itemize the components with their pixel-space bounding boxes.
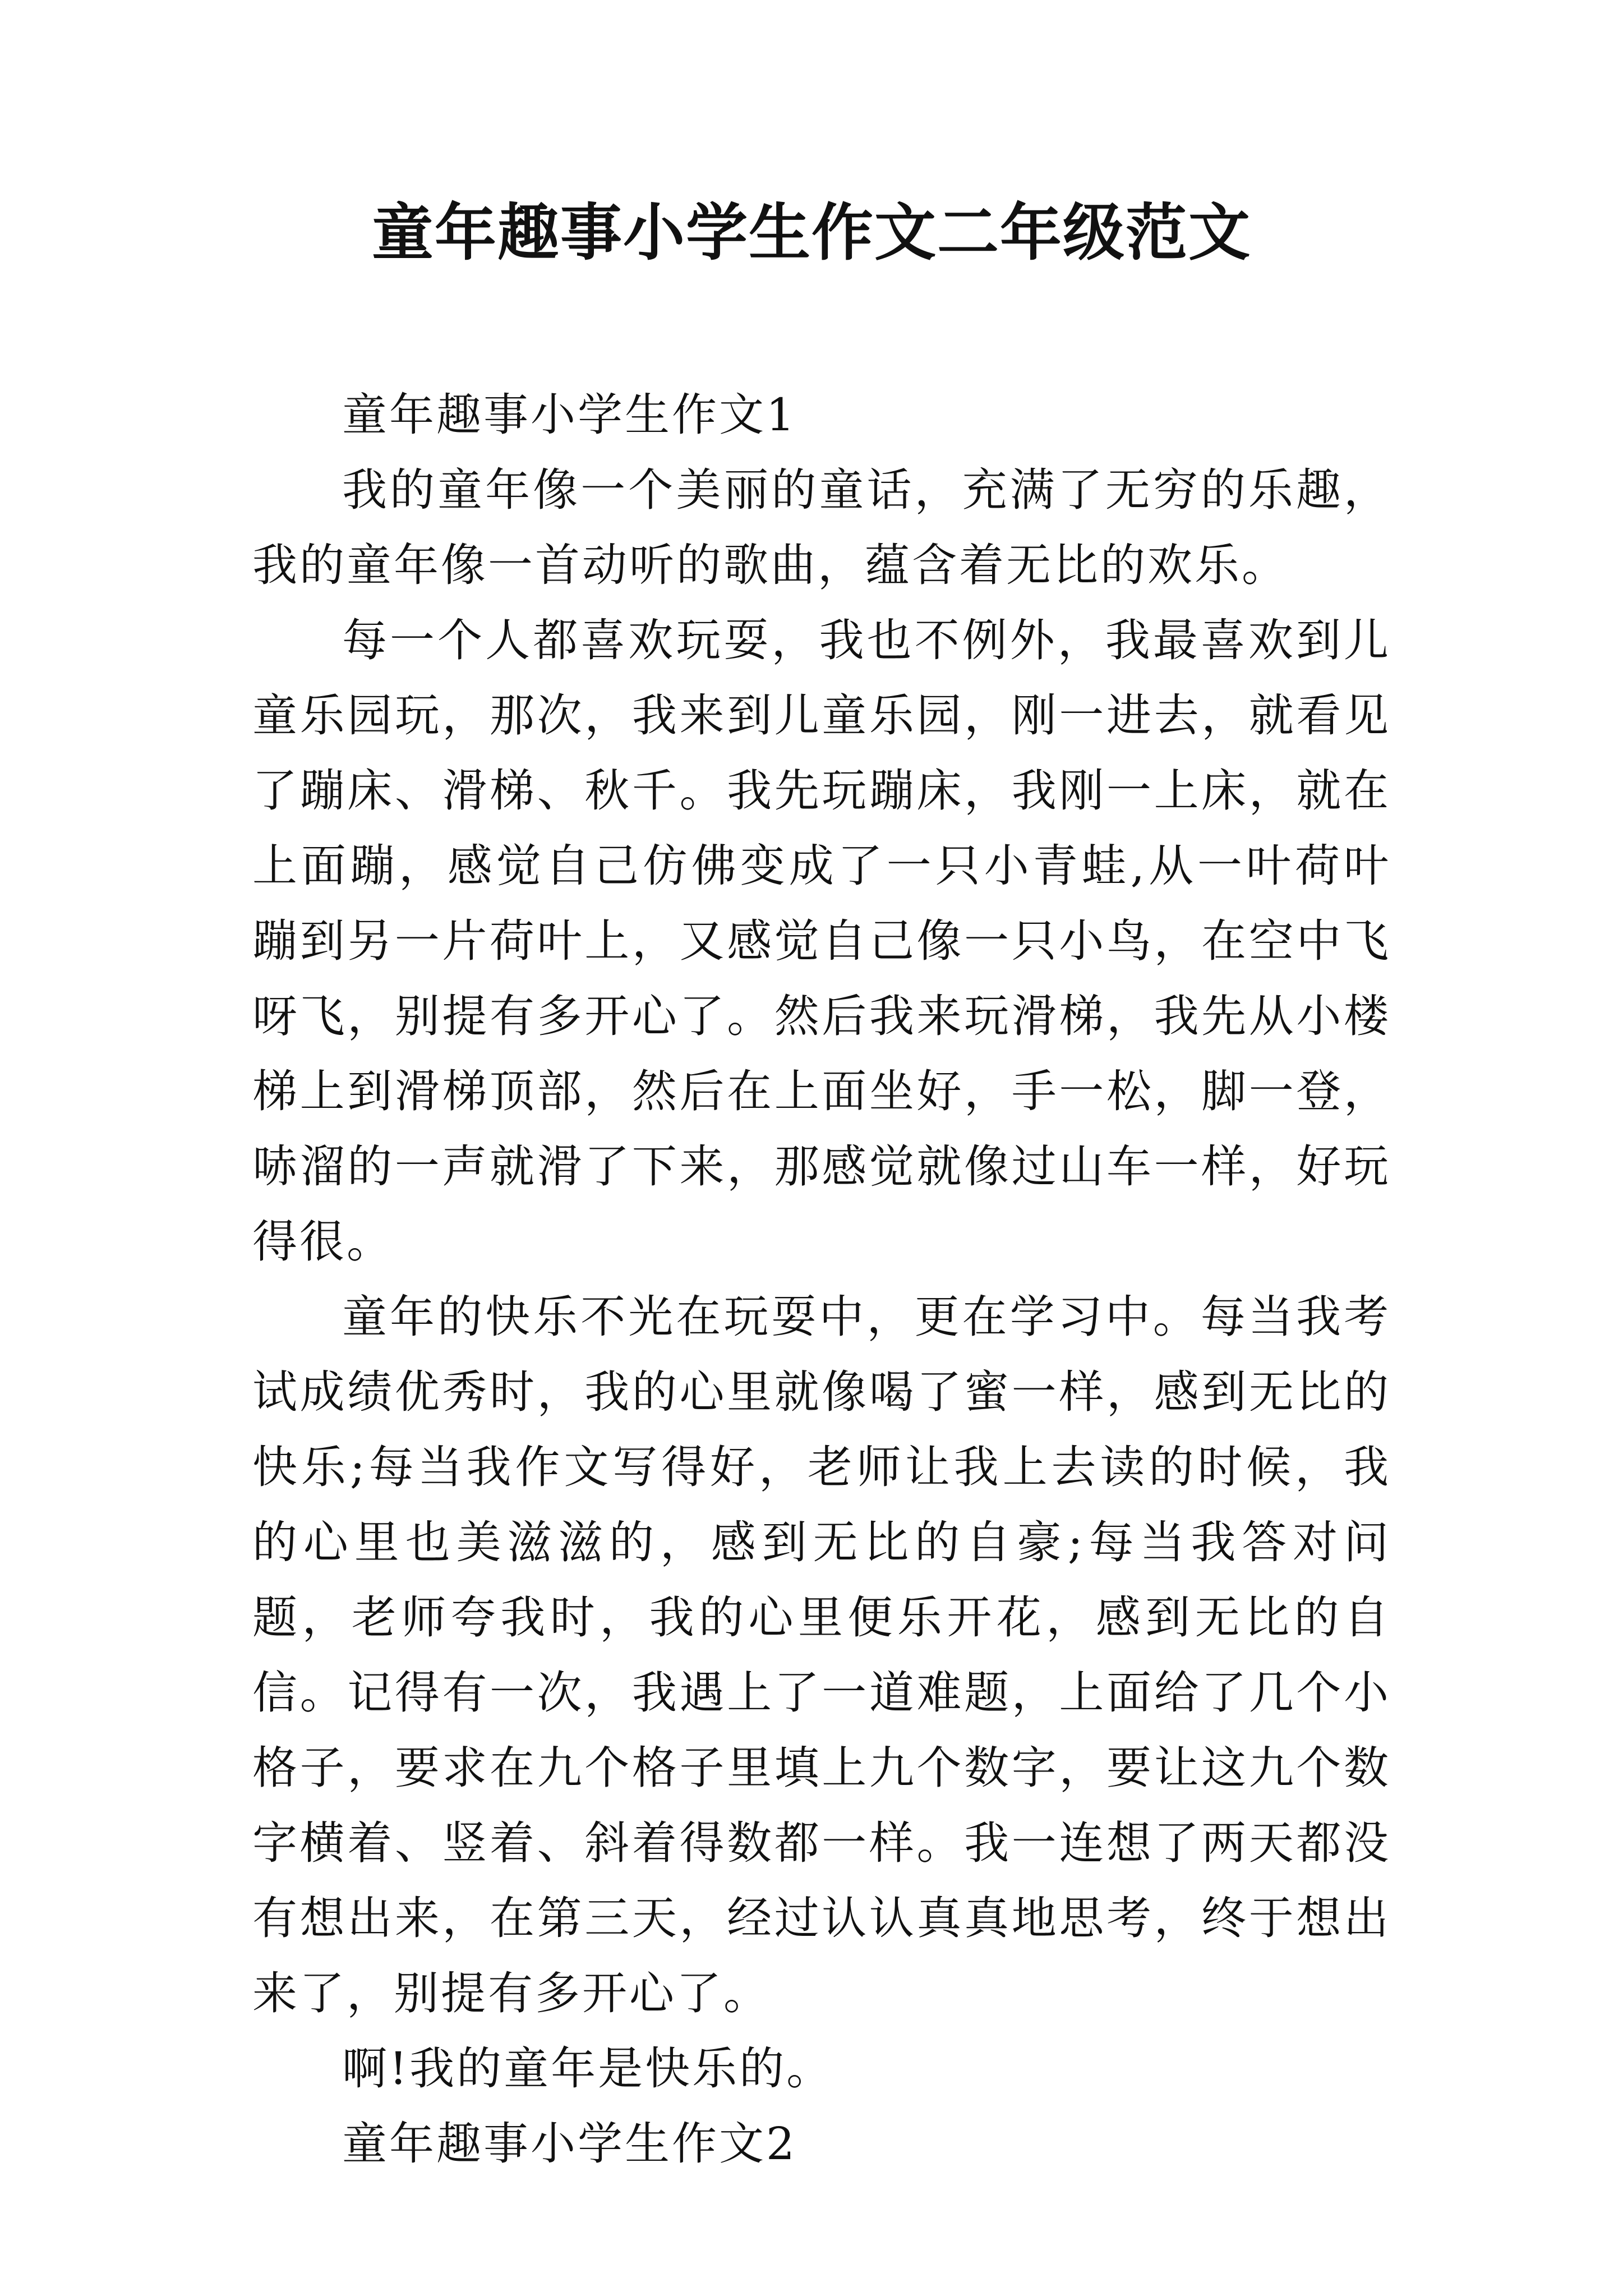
paragraph: 童年的快乐不光在玩耍中，更在学习中。每当我考试成绩优秀时，我的心里就像喝了蜜一样，感到无比的快乐;每当我作文写得好，老师让我上去读的时候，我的心里也美滋滋的，感到无比的自豪;每当我答对问题，老师夸我时，我的心里便乐开花，感到无比的自信。记得有一次，我遇上了一道难题，上面给了几个小格子，要求在九个格子里填上九个数字，要让这九个数字横着、竖着、斜着得数都一样。我一连想了两天都没有想出来，在第三天，经过认认真真地思考，终于想出来了，别提有多开心了。 [252, 1291, 1391, 2019]
paragraph: 我的童年像一个美丽的童话，充满了无穷的乐趣，我的童年像一首动听的歌曲，蕴含着无比的欢乐。 [252, 464, 1391, 591]
section-heading: 童年趣事小学生作文1 [342, 389, 797, 441]
document-body [252, 378, 1391, 2182]
document-title: 童年趣事小学生作文二年级范文 [372, 196, 1251, 269]
paragraph: 每一个人都喜欢玩耍，我也不例外，我最喜欢到儿童乐园玩，那次，我来到儿童乐园，刚一进去，就看见了蹦床、滑梯、秋千。我先玩蹦床，我刚一上床，就在上面蹦，感觉自己仿佛变成了一只小青蛙,从一叶荷叶蹦到另一片荷叶上，又感觉自己像一只小鸟，在空中飞呀飞，别提有多开心了。然后我来玩滑梯，我先从小楼梯上到滑梯顶部，然后在上面坐好，手一松，脚一登，哧溜的一声就滑了下来，那感觉就像过山车一样，好玩得很。 [252, 614, 1391, 1268]
section-heading: 童年趣事小学生作文2 [342, 2118, 797, 2170]
paragraph: 啊!我的童年是快乐的。 [342, 2042, 834, 2095]
